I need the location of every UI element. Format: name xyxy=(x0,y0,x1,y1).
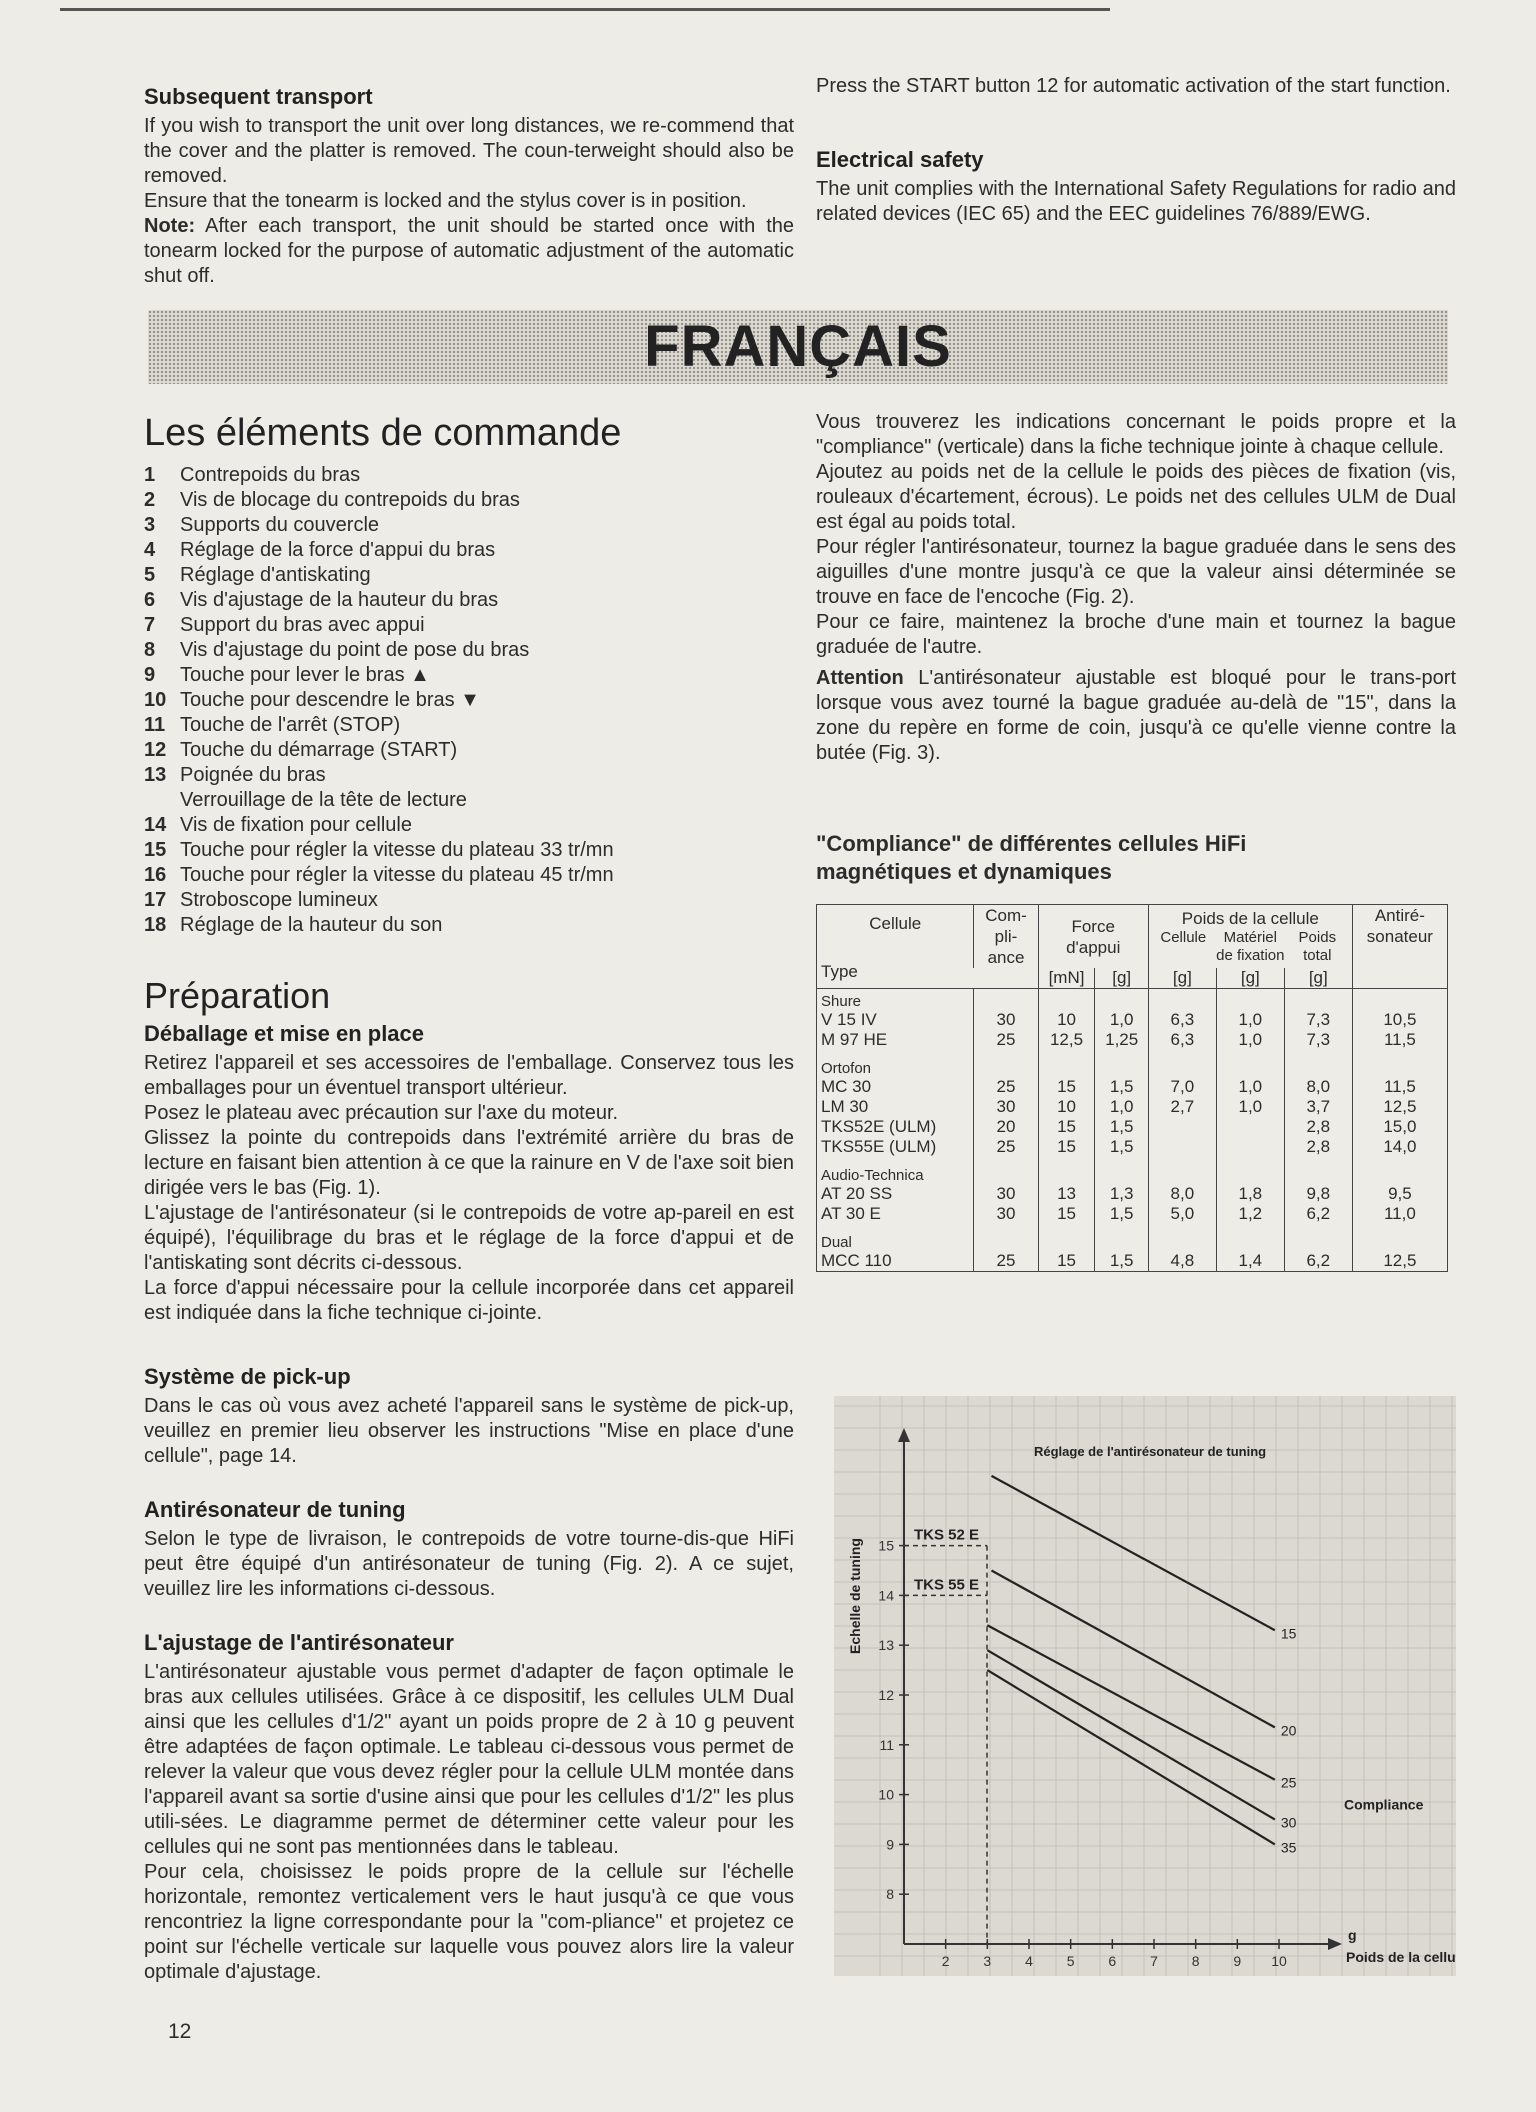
note-text: After each transport, the unit should be started once with the tonearm locked for the purpose of automatic adjustment of the automatic shut off. xyxy=(144,215,795,287)
cell-a: 12,5 xyxy=(1352,1251,1447,1271)
y-tick-label: 9 xyxy=(886,1836,894,1853)
control-label: Touche de l'arrêt (STOP) xyxy=(180,714,401,736)
table-row xyxy=(817,1117,1447,1137)
control-item xyxy=(144,863,794,888)
empty-cell xyxy=(1095,1224,1148,1251)
control-number: 8 xyxy=(144,639,156,661)
adjustment-text: L'antirésonateur ajustable vous permet d'adapter de façon optimale le bras aux cellules utilisées. Grâce à ce dispositif, les cellules ULM Dual ainsi que les cellules d'1/2" ayant un poids propre de 2 à 10 g peuvent être adaptées de façon optimale. Le tableau ci-dessous vous permet de relever la valeur que vous devez régler pour la cellule ULM montée dans l'appareil avant sa sortie d'usine ainsi que pour les cellules d'1/2" les plus utili-sées. Le diagramme permet de déterminer cette valeur pour les cellules qui ne sont pas mentionnées dans le tableau. Pour cela, choisissez le poids propre de la cellule sur l'échelle horizontale, remontez verticalement vers le haut jusqu'à ce que vous rencontriez la ligne correspondante pour la "com-pliance" et projetez ce point sur l'échelle verticale sur laquelle vous pouvez alors lire la valeur optimale d'ajustage. xyxy=(144,1661,794,1983)
right-paragraph-1: Vous trouverez les indications concernant le poids propre et la "compliance" (verticale) dans la fiche technique jointe à chaque cellule. xyxy=(816,411,1456,458)
cell-c: 30 xyxy=(974,1097,1038,1117)
y-tick-label: 10 xyxy=(878,1786,894,1803)
x-axis-arrow-icon xyxy=(1328,1938,1342,1950)
cell-pm: 1,0 xyxy=(1216,1097,1284,1117)
x-tick-label: 6 xyxy=(1108,1953,1117,1969)
control-item xyxy=(144,763,794,813)
control-item xyxy=(144,738,794,763)
poids-total-label: Poids total xyxy=(1298,928,1337,964)
right-text-section xyxy=(816,410,1456,766)
cell-type: TKS55E (ULM) xyxy=(821,1137,937,1156)
empty-cell xyxy=(974,1050,1038,1077)
control-number: 1 xyxy=(144,464,156,486)
cell-pt: 8,0 xyxy=(1284,1077,1352,1097)
controls-section xyxy=(144,412,794,938)
cell-c: 25 xyxy=(974,1251,1038,1271)
cell-mn: 15 xyxy=(1038,1251,1095,1271)
y-tick-label: 11 xyxy=(879,1736,894,1753)
empty-cell xyxy=(1148,989,1216,1011)
y-tick-label: 14 xyxy=(878,1587,894,1604)
cell-c: 20 xyxy=(974,1117,1038,1137)
transport-note xyxy=(144,214,794,289)
cell-g: 1,5 xyxy=(1095,1117,1148,1137)
cell-c: 30 xyxy=(974,1010,1038,1030)
control-label: Vis de fixation pour cellule xyxy=(180,814,412,836)
control-item xyxy=(144,513,794,538)
brand-name: Ortofon xyxy=(821,1060,872,1077)
controls-list xyxy=(144,463,794,938)
control-item xyxy=(144,813,794,838)
cell-pt: 2,8 xyxy=(1284,1137,1352,1157)
control-item xyxy=(144,913,794,938)
english-right-section xyxy=(816,74,1456,227)
cell-mn: 15 xyxy=(1038,1077,1095,1097)
preparation-heading: Préparation xyxy=(144,975,331,1016)
cell-type: AT 20 SS xyxy=(821,1184,893,1203)
empty-cell xyxy=(1216,1157,1284,1184)
x-tick-label: 9 xyxy=(1233,1953,1242,1969)
empty-cell xyxy=(1352,989,1447,1011)
tuning-chart xyxy=(834,1396,1456,1976)
cell-pt: 7,3 xyxy=(1284,1030,1352,1050)
type-label: Type xyxy=(821,962,858,981)
top-rule xyxy=(60,8,1110,11)
attention-paragraph xyxy=(816,666,1456,766)
control-item xyxy=(144,488,794,513)
control-label: Poignée du bras Verrouillage de la tête de lecture xyxy=(180,764,467,811)
control-item xyxy=(144,713,794,738)
empty-cell xyxy=(1148,1224,1216,1251)
chart-title: Réglage de l'antirésonateur de tuning xyxy=(1034,1444,1267,1459)
cell-a: 15,0 xyxy=(1352,1117,1447,1137)
unpacking-heading: Déballage et mise en place xyxy=(144,1021,425,1046)
control-number: 10 xyxy=(144,689,167,711)
series-label: 25 xyxy=(1280,1774,1297,1791)
page-number: 12 xyxy=(168,2020,192,2043)
cell-pt: 7,3 xyxy=(1284,1010,1352,1030)
compliance-table xyxy=(817,905,1447,1271)
empty-cell xyxy=(1352,1224,1447,1251)
cell-pt: 9,8 xyxy=(1284,1184,1352,1204)
cell-a: 14,0 xyxy=(1352,1137,1447,1157)
control-item xyxy=(144,588,794,613)
control-number: 11 xyxy=(144,714,166,736)
cellule-label: Cellule xyxy=(869,914,922,933)
poids-subheaders xyxy=(1153,929,1348,965)
series-label: 35 xyxy=(1280,1839,1297,1856)
control-label: Touche pour régler la vitesse du plateau 45 tr/mn xyxy=(180,864,614,886)
cell-mn: 15 xyxy=(1038,1204,1095,1224)
col-anti-header: Antiré- sonateur xyxy=(1352,905,1447,989)
control-label: Supports du couvercle xyxy=(180,514,380,536)
cell-a: 11,5 xyxy=(1352,1077,1447,1097)
unpacking-text: Retirez l'appareil et ses accessoires de l'emballage. Conservez tous les emballages pour un éventuel transport ultérieur. Posez le plateau avec précaution sur l'axe du moteur. Glissez la pointe du contrepoids dans l'extrémité arrière du bras de lecture en faisant bien attention à ce que la rainure en V de l'axe soit bien dirigée vers le bas (Fig. 1). L'ajustage de l'antirésonateur (si le contrepoids de votre ap-pareil en est équipé), l'équilibrage du bras et le réglage de la force d'appui et de l'antiskating sont décrits ci-dessous. La force d'appui nécessaire pour la cellule incorporée dans cet appareil est indiquée dans la fiche technique ci-jointe. xyxy=(144,1052,794,1324)
cell-pc: 5,0 xyxy=(1148,1204,1216,1224)
cell-pm: 1,8 xyxy=(1216,1184,1284,1204)
control-label: Support du bras avec appui xyxy=(180,614,425,636)
x-tick-label: 7 xyxy=(1150,1953,1158,1969)
tuning-chart-panel xyxy=(834,1396,1456,1976)
empty-cell xyxy=(1038,1050,1095,1077)
cell-pt: 6,2 xyxy=(1284,1251,1352,1271)
empty-cell xyxy=(1284,1157,1352,1184)
cell-mn: 10 xyxy=(1038,1010,1095,1030)
empty-cell xyxy=(1038,1157,1095,1184)
cell-pm: 1,4 xyxy=(1216,1251,1284,1271)
empty-cell xyxy=(1216,989,1284,1011)
brand-row xyxy=(817,989,1447,1011)
cell-g: 1,5 xyxy=(1095,1137,1148,1157)
annotation-label: TKS 52 E xyxy=(914,1526,980,1544)
cell-g: 1,5 xyxy=(1095,1077,1148,1097)
table-row xyxy=(817,1030,1447,1050)
cell-type: AT 30 E xyxy=(821,1204,881,1223)
brand-name: Dual xyxy=(821,1234,852,1251)
unit-g-cellule: [g] xyxy=(1148,968,1216,989)
empty-cell xyxy=(1284,989,1352,1011)
cell-pc: 2,7 xyxy=(1148,1097,1216,1117)
cell-pc xyxy=(1148,1137,1216,1157)
legend-label: Compliance xyxy=(1344,1796,1424,1813)
transport-lock-paragraph: Ensure that the tonearm is locked and the stylus cover is in position. xyxy=(144,190,747,212)
control-label: Touche pour régler la vitesse du plateau 33 tr/mn xyxy=(180,839,614,861)
cell-pc: 6,3 xyxy=(1148,1030,1216,1050)
y-tick-label: 13 xyxy=(878,1637,894,1654)
brand-row xyxy=(817,1157,1447,1184)
control-item xyxy=(144,888,794,913)
poids-label: Poids de la cellule xyxy=(1181,908,1319,928)
control-label: Contrepoids du bras xyxy=(180,464,361,486)
series-label: 30 xyxy=(1280,1814,1297,1831)
cell-g: 1,5 xyxy=(1095,1204,1148,1224)
control-label: Vis de blocage du contrepoids du bras xyxy=(180,489,520,511)
start-paragraph: Press the START button 12 for automatic activation of the start function. xyxy=(816,75,1451,97)
cell-mn: 15 xyxy=(1038,1117,1095,1137)
control-label: Vis d'ajustage du point de pose du bras xyxy=(180,639,530,661)
right-paragraph-2: Ajoutez au poids net de la cellule le poids des pièces de fixation (vis, rouleaux d'écartement, écrous). Le poids net des cellules ULM de Dual est égal au poids total. xyxy=(816,461,1456,533)
empty-cell xyxy=(1284,1224,1352,1251)
tuning-heading: Antirésonateur de tuning xyxy=(144,1497,406,1522)
cell-pm: 1,0 xyxy=(1216,1030,1284,1050)
compliance-title-2: magnétiques et dynamiques xyxy=(816,859,1112,884)
tuning-text: Selon le type de livraison, le contrepoids de votre tourne-dis-que HiFi peut être équipé d'un antirésonateur de tuning (Fig. 2). A ce sujet, veuillez lire les informations ci-dessous. xyxy=(144,1528,794,1600)
x-axis-unit: g xyxy=(1348,1927,1357,1943)
table-row xyxy=(817,1097,1447,1117)
table-row xyxy=(817,1077,1447,1097)
control-number: 14 xyxy=(144,814,167,836)
col-compliance-header: Com- pli- ance xyxy=(974,905,1038,968)
col-poids-header xyxy=(1148,905,1352,968)
control-label: Réglage d'antiskating xyxy=(180,564,371,586)
control-number: 9 xyxy=(144,664,156,686)
empty-cell xyxy=(974,1224,1038,1251)
cell-a: 11,5 xyxy=(1352,1030,1447,1050)
control-number: 18 xyxy=(144,914,167,936)
safety-paragraph: The unit complies with the International Safety Regulations for radio and related devices (IEC 65) and the EEC guidelines 76/889/EWG. xyxy=(816,178,1456,225)
empty-cell xyxy=(1095,1050,1148,1077)
empty-cell xyxy=(1216,1224,1284,1251)
cell-pt: 2,8 xyxy=(1284,1117,1352,1137)
right-paragraph-4: Pour ce faire, maintenez la broche d'une main et tournez la bague graduée de l'autre. xyxy=(816,611,1456,658)
cell-type: V 15 IV xyxy=(821,1010,877,1029)
control-label: Stroboscope lumineux xyxy=(180,889,378,911)
right-paragraph-3: Pour régler l'antirésonateur, tournez la bague graduée dans le sens des aiguilles d'une montre jusqu'à ce que la valeur ainsi déterminée se trouve en face de l'encoche (Fig. 2). xyxy=(816,536,1456,608)
col-force-header: Force d'appui xyxy=(1038,905,1148,968)
empty-cell xyxy=(974,1157,1038,1184)
control-label: Touche du démarrage (START) xyxy=(180,739,458,761)
safety-heading: Electrical safety xyxy=(816,147,984,172)
cell-type: LM 30 xyxy=(821,1097,869,1116)
x-tick-label: 10 xyxy=(1271,1953,1287,1969)
cell-pc: 4,8 xyxy=(1148,1251,1216,1271)
adjustment-heading: L'ajustage de l'antirésonateur xyxy=(144,1630,454,1655)
control-label: Vis d'ajustage de la hauteur du bras xyxy=(180,589,499,611)
control-number: 5 xyxy=(144,564,156,586)
table-row xyxy=(817,1204,1447,1224)
x-tick-label: 4 xyxy=(1025,1953,1033,1969)
empty-cell xyxy=(1352,1050,1447,1077)
cell-g: 1,0 xyxy=(1095,1097,1148,1117)
y-axis-title: Echelle de tuning xyxy=(847,1538,863,1654)
control-number: 6 xyxy=(144,589,156,611)
empty-cell xyxy=(1095,989,1148,1011)
y-tick-label: 15 xyxy=(878,1537,894,1554)
table-row xyxy=(817,1184,1447,1204)
compliance-table-frame xyxy=(816,904,1448,1272)
english-transport-section xyxy=(144,84,794,289)
compliance-table-body xyxy=(817,989,1447,1272)
cell-pc: 8,0 xyxy=(1148,1184,1216,1204)
transport-heading: Subsequent transport xyxy=(144,84,373,109)
cell-c: 25 xyxy=(974,1077,1038,1097)
y-tick-label: 12 xyxy=(878,1687,894,1703)
empty-cell xyxy=(1038,989,1095,1011)
x-tick-label: 8 xyxy=(1191,1953,1200,1969)
unit-g-total: [g] xyxy=(1284,968,1352,989)
control-number: 16 xyxy=(144,864,167,886)
table-row xyxy=(817,1251,1447,1271)
cell-c: 30 xyxy=(974,1184,1038,1204)
cell-pc: 7,0 xyxy=(1148,1077,1216,1097)
cell-pc: 6,3 xyxy=(1148,1010,1216,1030)
cell-pt: 3,7 xyxy=(1284,1097,1352,1117)
control-item xyxy=(144,463,794,488)
control-item xyxy=(144,663,794,688)
x-tick-label: 2 xyxy=(941,1953,950,1969)
control-item xyxy=(144,838,794,863)
cell-a: 11,0 xyxy=(1352,1204,1447,1224)
cell-c: 25 xyxy=(974,1137,1038,1157)
control-item xyxy=(144,638,794,663)
cell-mn: 15 xyxy=(1038,1137,1095,1157)
pickup-text: Dans le cas où vous avez acheté l'appareil sans le système de pick-up, veuillez en premier lieu observer les instructions "Mise en place d'une cellule", page 14. xyxy=(144,1395,794,1467)
cell-pc xyxy=(1148,1117,1216,1137)
pickup-heading: Système de pick-up xyxy=(144,1364,351,1389)
brand-row xyxy=(817,1050,1447,1077)
cell-pm: 1,0 xyxy=(1216,1010,1284,1030)
cell-g: 1,25 xyxy=(1095,1030,1148,1050)
control-number: 15 xyxy=(144,839,167,861)
cell-c: 30 xyxy=(974,1204,1038,1224)
cell-pm: 1,0 xyxy=(1216,1077,1284,1097)
empty-cell xyxy=(1095,1157,1148,1184)
cell-a: 12,5 xyxy=(1352,1097,1447,1117)
compliance-section xyxy=(816,830,1456,1277)
attention-text: L'antirésonateur ajustable est bloqué pour le trans-port lorsque vous avez tourné la bague graduée au-delà de "15", dans la zone du repère en forme de coin, jusqu'à ce qu'elle vienne contre la butée (Fig. 3). xyxy=(816,667,1456,764)
unit-g-force: [g] xyxy=(1095,968,1148,989)
series-label: 15 xyxy=(1280,1625,1297,1642)
compliance-title-1: "Compliance" de différentes cellules HiFi xyxy=(816,831,1247,856)
control-label: Réglage de la force d'appui du bras xyxy=(180,539,496,561)
table-row xyxy=(817,1137,1447,1157)
unit-empty xyxy=(974,968,1038,989)
cell-pm xyxy=(1216,1117,1284,1137)
cell-c: 25 xyxy=(974,1030,1038,1050)
poids-cellule-label: Cellule xyxy=(1160,928,1207,946)
table-row xyxy=(817,1010,1447,1030)
control-label: Réglage de la hauteur du son xyxy=(180,914,443,936)
cell-g: 1,0 xyxy=(1095,1010,1148,1030)
control-number: 13 xyxy=(144,764,167,786)
control-item xyxy=(144,563,794,588)
cell-pt: 6,2 xyxy=(1284,1204,1352,1224)
x-tick-label: 5 xyxy=(1066,1953,1075,1969)
cell-g: 1,5 xyxy=(1095,1251,1148,1271)
x-tick-label: 3 xyxy=(983,1953,992,1969)
cell-g: 1,3 xyxy=(1095,1184,1148,1204)
note-label: Note: xyxy=(144,215,196,237)
control-number: 12 xyxy=(144,739,167,761)
control-label: Touche pour descendre le bras ▼ xyxy=(180,689,480,711)
control-number: 3 xyxy=(144,514,156,536)
controls-heading: Les éléments de commande xyxy=(144,412,622,454)
empty-cell xyxy=(1284,1050,1352,1077)
cell-a: 9,5 xyxy=(1352,1184,1447,1204)
unit-g-materiel: [g] xyxy=(1216,968,1284,989)
series-label: 20 xyxy=(1280,1722,1297,1739)
cell-pm: 1,2 xyxy=(1216,1204,1284,1224)
cell-pm xyxy=(1216,1137,1284,1157)
brand-row xyxy=(817,1224,1447,1251)
cell-mn: 12,5 xyxy=(1038,1030,1095,1050)
attention-label: Attention xyxy=(816,667,904,689)
cell-a: 10,5 xyxy=(1352,1010,1447,1030)
empty-cell xyxy=(1148,1157,1216,1184)
control-number: 17 xyxy=(144,889,167,911)
brand-name: Audio-Technica xyxy=(821,1167,924,1184)
cell-type: MCC 110 xyxy=(821,1251,892,1270)
cell-type: MC 30 xyxy=(821,1077,872,1096)
annotation-label: TKS 55 E xyxy=(914,1576,980,1594)
y-axis-arrow-icon xyxy=(898,1428,910,1442)
poids-materiel-label: Matériel de fixation xyxy=(1216,928,1285,964)
control-item xyxy=(144,613,794,638)
x-axis-title: Poids de la cellule xyxy=(1346,1949,1456,1965)
empty-cell xyxy=(974,989,1038,1011)
empty-cell xyxy=(1148,1050,1216,1077)
control-item xyxy=(144,688,794,713)
control-number: 4 xyxy=(144,539,156,561)
control-item xyxy=(144,538,794,563)
y-tick-label: 8 xyxy=(886,1886,894,1903)
cell-mn: 13 xyxy=(1038,1184,1095,1204)
empty-cell xyxy=(1038,1224,1095,1251)
language-banner xyxy=(148,310,1448,384)
control-label: Touche pour lever le bras ▲ xyxy=(180,664,430,686)
cell-type: TKS52E (ULM) xyxy=(821,1117,937,1136)
empty-cell xyxy=(1352,1157,1447,1184)
empty-cell xyxy=(1216,1050,1284,1077)
control-number: 7 xyxy=(144,614,156,636)
preparation-section xyxy=(144,975,794,1985)
banner-title: FRANÇAIS xyxy=(644,314,952,379)
cell-type: M 97 HE xyxy=(821,1030,888,1049)
col-cellule-header xyxy=(817,905,974,989)
brand-name: Shure xyxy=(821,993,862,1010)
transport-paragraph: If you wish to transport the unit over long distances, we re-commend that the cover and the platter is removed. The coun-terweight should also be removed. xyxy=(144,115,794,187)
cell-mn: 10 xyxy=(1038,1097,1095,1117)
control-number: 2 xyxy=(144,489,156,511)
unit-mn: [mN] xyxy=(1038,968,1095,989)
